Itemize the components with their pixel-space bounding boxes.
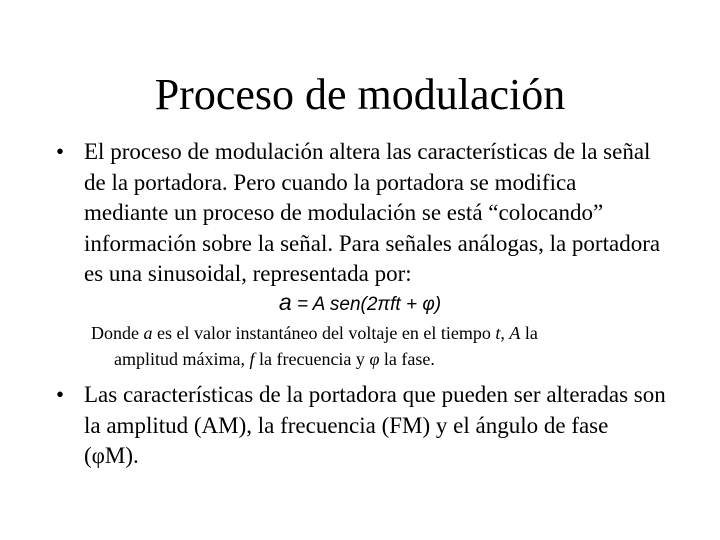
note-text: amplitud máxima, [114, 349, 250, 369]
formula-rhs: = A sen(2πft + φ) [291, 294, 442, 315]
bullet-text-1: El proceso de modulación altera las características de la señal de la portadora. Pero cuando la portadora se modifica mediante un proceso de modulación se está “colocando” información sobre la señal. Para señales análogas, la portadora es una sinusoidal, representada por: [84, 139, 661, 286]
note-var: φ [369, 349, 380, 369]
formula-explanation [91, 320, 651, 372]
note-text: la frecuencia y [254, 349, 370, 369]
note-var: f [249, 349, 255, 369]
note-var: a [143, 323, 153, 343]
bullet-marker: • [56, 382, 65, 407]
note-text: Donde [91, 323, 144, 343]
note-text: , [500, 323, 510, 343]
note-var: A [509, 323, 521, 343]
note-text: la [520, 323, 538, 343]
slide-title: Proceso de modulación [154, 70, 566, 119]
bullet-marker: • [56, 139, 65, 164]
bullet-item-2 [56, 380, 666, 472]
bullet-text-2: Las características de la portadora que pueden ser alteradas son la amplitud (AM), la frecuencia (FM) y el ángulo de fase (φM). [84, 382, 666, 468]
note-text: la fase. [379, 349, 435, 369]
note-line-2 [91, 346, 651, 372]
bullet-item-1 [56, 137, 666, 290]
formula [0, 287, 720, 320]
formula-lhs: a [278, 289, 292, 315]
note-var: t [495, 323, 501, 343]
note-text: es el valor instantáneo del voltaje en el tiempo [152, 323, 496, 343]
